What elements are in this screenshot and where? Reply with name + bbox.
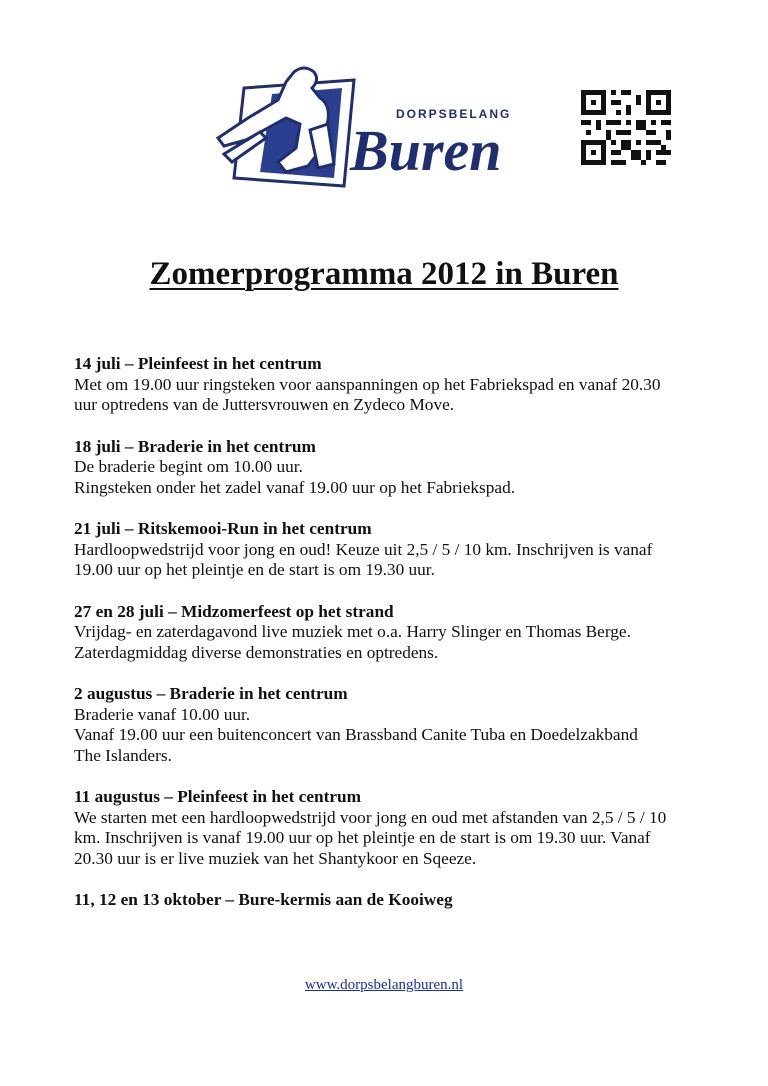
event-item (74, 602, 714, 664)
event-description-line: We starten met een hardloopwedstrijd voor jong en oud met afstanden van 2,5 / 5 / 10 (74, 807, 667, 827)
event-heading: 11 augustus – Pleinfeest in het centrum (74, 787, 362, 806)
event-description-line: uur optredens van de Juttersvrouwen en Zydeco Move. (74, 395, 455, 414)
event-item (74, 787, 714, 869)
event-description-line: Hardloopwedstrijd voor jong en oud! Keuze uit 2,5 / 5 / 10 km. Inschrijven is vanaf (74, 539, 653, 559)
event-heading: 14 juli – Pleinfeest in het centrum (74, 354, 322, 373)
event-description-line: 19.00 uur op het pleintje en de start is om 19.30 uur. (74, 560, 435, 579)
event-description-line: The Islanders. (74, 745, 172, 765)
event-heading: 21 juli – Ritskemooi-Run in het centrum (74, 519, 372, 538)
page-title: Zomerprogramma 2012 in Buren (149, 256, 619, 292)
event-description-line: Ringsteken onder het zadel vanaf 19.00 uur op het Fabriekspad. (74, 477, 516, 497)
event-description-line: Vrijdag- en zaterdagavond live muziek met o.a. Harry Slinger en Thomas Berge. (74, 622, 631, 641)
event-description-line: Met om 19.00 uur ringsteken voor aanspanningen op het Fabriekspad en vanaf 20.30 (74, 374, 661, 394)
event-item (74, 684, 714, 766)
qr-code-icon (581, 90, 671, 165)
event-description-line: km. Inschrijven is vanaf 19.00 uur op het pleintje en de start is om 19.30 uur. Vanaf (74, 828, 651, 847)
event-list (74, 354, 714, 932)
logo-small-text: DORPSBELANG (396, 107, 512, 121)
event-description-line: Vanaf 19.00 uur een buitenconcert van Brassband Canite Tuba en Doedelzakband (74, 725, 638, 744)
event-description-line: Braderie vanaf 10.00 uur. (74, 704, 251, 724)
event-heading: 11, 12 en 13 oktober – Bure-kermis aan de Kooiweg (74, 890, 453, 909)
event-heading: 18 juli – Braderie in het centrum (74, 436, 316, 456)
event-item (74, 519, 714, 581)
event-description-line: De braderie begint om 10.00 uur. (74, 457, 303, 476)
event-description-line: Zaterdagmiddag diverse demonstraties en optredens. (74, 642, 439, 662)
logo-big-text: Buren (350, 118, 502, 183)
event-item (74, 437, 714, 499)
event-item (74, 890, 714, 911)
event-item (74, 354, 714, 416)
event-description-line: 20.30 uur is er live muziek van het Shantykoor en Sqeeze. (74, 848, 477, 868)
event-heading: 2 augustus – Braderie in het centrum (74, 684, 348, 703)
footer (0, 977, 768, 994)
event-heading: 27 en 28 juli – Midzomerfeest op het strand (74, 601, 394, 621)
dorpsbelang-buren-logo (214, 58, 534, 194)
website-link[interactable]: www.dorpsbelangburen.nl (304, 977, 464, 993)
